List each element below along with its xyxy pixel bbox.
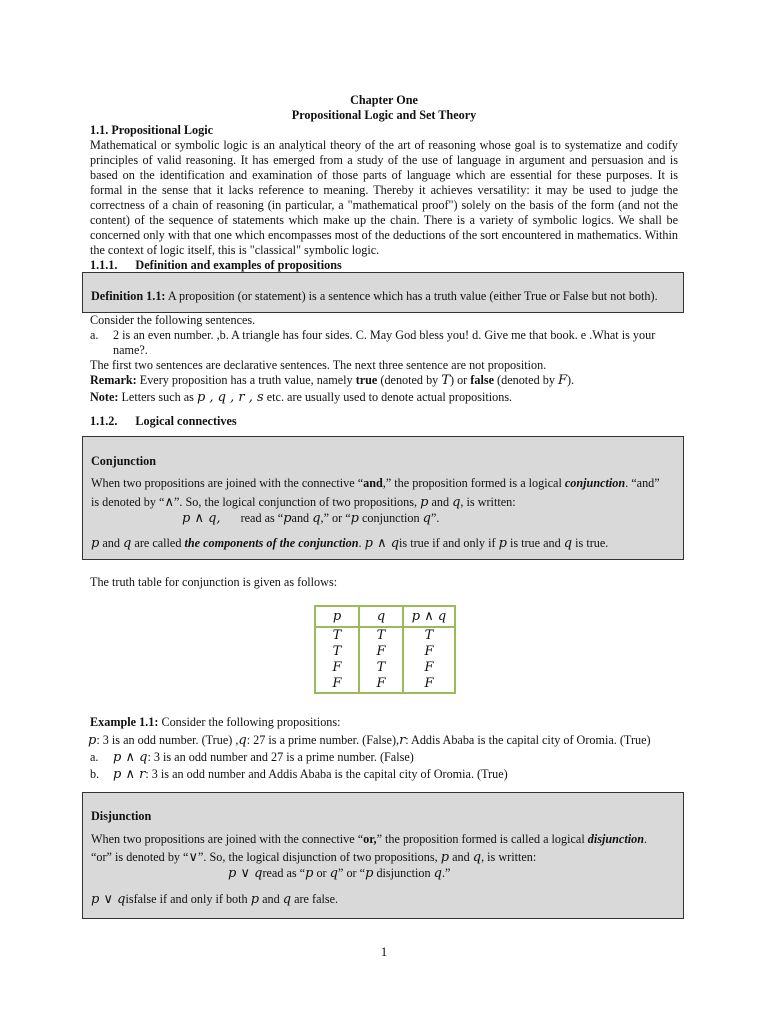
text: and bbox=[259, 892, 283, 906]
and-symbol: ∧ bbox=[164, 495, 174, 510]
text: and bbox=[449, 850, 473, 864]
var-p: p bbox=[420, 495, 429, 510]
text: read as “ bbox=[240, 511, 284, 525]
text: : 3 is an odd number and Addis Ababa is the capital city of Oromia. (True) bbox=[145, 767, 508, 781]
text: : Addis Ababa is the capital city of Oromia. (True) bbox=[405, 733, 651, 747]
section-title: Logical connectives bbox=[135, 414, 237, 428]
disjunction-line-4 bbox=[91, 892, 677, 907]
definition-text bbox=[91, 289, 677, 304]
text: . bbox=[643, 832, 648, 846]
example-item-a bbox=[90, 750, 678, 765]
var-p: p bbox=[365, 866, 374, 881]
disjunction-heading: Disjunction bbox=[91, 809, 152, 823]
disjunction-word: disjunction bbox=[587, 832, 644, 846]
text: When two propositions are joined with the connective “ bbox=[91, 476, 364, 490]
text: ”. bbox=[430, 511, 440, 525]
text: : 3 is an odd number and 27 is a prime number. (False) bbox=[147, 750, 414, 764]
text: , is written: bbox=[460, 495, 516, 509]
conjunction-word: conjunction bbox=[564, 476, 626, 490]
or-word: or, bbox=[363, 832, 377, 846]
section-heading-1-1: 1.1. Propositional Logic bbox=[90, 123, 214, 137]
remark-text: (denoted by bbox=[377, 373, 442, 387]
section-number: 1.1.1. bbox=[90, 258, 118, 272]
example-propositions bbox=[88, 733, 688, 748]
text: isfalse if and only if both bbox=[125, 892, 251, 906]
var-q: q bbox=[472, 850, 482, 865]
var-q: q bbox=[433, 866, 442, 881]
example-text: Consider the following propositions: bbox=[158, 715, 341, 729]
table-cell: F bbox=[359, 676, 403, 693]
var-q: q bbox=[238, 733, 247, 748]
var-p: p bbox=[91, 536, 100, 551]
disjunction-formula: p ∨ q bbox=[91, 892, 126, 907]
text: ”. So, the logical disjunction of two propositions, bbox=[197, 850, 441, 864]
text: , is written: bbox=[481, 850, 537, 864]
column-header: q bbox=[359, 606, 403, 627]
text: and bbox=[99, 536, 124, 550]
truth-table-intro: The truth table for conjunction is given as follows: bbox=[90, 575, 338, 589]
declarative-note: The first two sentences are declarative sentences. The next three sentence are not proposition. bbox=[90, 358, 547, 372]
conjunction-formula: p ∧ q, bbox=[182, 511, 221, 526]
text: is true if and only if bbox=[399, 536, 499, 550]
definition-box bbox=[82, 272, 684, 313]
text: read as “ bbox=[262, 866, 306, 880]
text: ”. So, the logical conjunction of two propositions, bbox=[173, 495, 421, 509]
proposition-letters: p , q , r , s bbox=[196, 390, 264, 405]
disjunction-box bbox=[82, 792, 684, 919]
remark-text: ). bbox=[567, 373, 575, 387]
list-marker: a. bbox=[90, 750, 99, 764]
table-cell: F bbox=[403, 660, 455, 676]
text: ” the proposition formed is called a logical bbox=[376, 832, 588, 846]
text: is true. bbox=[572, 536, 609, 550]
var-p: p bbox=[305, 866, 314, 881]
disjunction-line-2 bbox=[91, 850, 677, 865]
true-word: true bbox=[355, 373, 378, 387]
var-q: q bbox=[452, 495, 461, 510]
table-cell: T bbox=[315, 627, 359, 644]
var-p: p bbox=[350, 511, 359, 526]
conjunction-line-2 bbox=[91, 495, 677, 510]
note-text: etc. are usually used to denote actual propositions. bbox=[263, 390, 513, 404]
table-cell: T bbox=[403, 627, 455, 644]
disjunction-formula-line bbox=[228, 866, 768, 881]
note-label: Note: bbox=[90, 390, 119, 404]
example-item-b bbox=[90, 767, 678, 782]
var-q: q bbox=[123, 536, 132, 551]
p-and-q: p ∧ q bbox=[364, 536, 400, 551]
text: and bbox=[428, 495, 453, 509]
list-marker: b. bbox=[90, 767, 100, 781]
var-q: q bbox=[312, 511, 321, 526]
text: conjunction bbox=[358, 511, 423, 525]
remark-label: Remark: bbox=[90, 373, 137, 387]
table-cell: T bbox=[359, 660, 403, 676]
column-header: p bbox=[315, 606, 359, 627]
note-line bbox=[90, 390, 678, 405]
consider-text: Consider the following sentences. bbox=[90, 313, 256, 327]
example-heading bbox=[90, 715, 678, 730]
table-row bbox=[315, 660, 455, 676]
text: . bbox=[358, 536, 365, 550]
var-q: q bbox=[329, 866, 338, 881]
remark-text: (denoted by bbox=[494, 373, 558, 387]
text: or bbox=[313, 866, 330, 880]
text: disjunction bbox=[373, 866, 434, 880]
table-cell: T bbox=[315, 644, 359, 660]
list-marker: a. bbox=[90, 328, 99, 342]
conjunction-box bbox=[82, 436, 684, 560]
table-cell: F bbox=[315, 660, 359, 676]
table-cell: F bbox=[403, 676, 455, 693]
disjunction-line-1 bbox=[91, 832, 677, 847]
example-label: Example 1.1: bbox=[90, 715, 159, 729]
var-q: q bbox=[422, 511, 431, 526]
intro-paragraph: Mathematical or symbolic logic is an analytical theory of the art of reasoning whose goal is to systematize and codify principles of valid reasoning. It has emerged from a study of the use of language in argument and persuasion and is based on the identification and examination of those parts of language which are essential for these purposes. It is formal in the sense that it lacks reference to meaning. Thereby it achieves versatility: it may be used to judge the correctness of a chain of reasoning (in particular, a "mathematical proof") solely on the basis of the form (and not the content) of the sequence of statements which make up the chain. There is a variety of symbolic logics. We shall be concerned only with that one which encompasses most of the deductions of the sort encountered in mathematics. Within the context of logic itself, this is "classical" symbolic logic. bbox=[90, 138, 678, 257]
var-p: p bbox=[250, 892, 260, 907]
formula: p ∧ r bbox=[113, 767, 146, 782]
components-phrase: the components of the conjunction bbox=[184, 536, 359, 550]
definition-body: A proposition (or statement) is a sentence which has a truth value (either True or False but not both). bbox=[165, 289, 658, 303]
section-heading-1-1-2 bbox=[90, 414, 678, 429]
section-number: 1.1.2. bbox=[90, 414, 118, 428]
table-cell: T bbox=[359, 627, 403, 644]
var-p: p bbox=[498, 536, 507, 551]
var-r: r bbox=[399, 733, 406, 748]
page-title: Propositional Logic and Set Theory bbox=[291, 108, 477, 122]
text: are called bbox=[131, 536, 185, 550]
text: : 3 is an odd number. (True) , bbox=[96, 733, 239, 747]
conjunction-formula-line bbox=[182, 511, 768, 526]
table-row bbox=[315, 676, 455, 693]
sentences-text: 2 is an even number. ,b. A triangle has four sides. C. May God bless you! d. Give me that book. e .What is your name?. bbox=[113, 328, 656, 357]
table-cell: F bbox=[403, 644, 455, 660]
remark-line bbox=[90, 373, 678, 388]
table-cell: F bbox=[315, 676, 359, 693]
and-word: and bbox=[363, 476, 383, 490]
text: are false. bbox=[291, 892, 339, 906]
text: and bbox=[291, 511, 313, 525]
false-word: false bbox=[470, 373, 494, 387]
conjunction-line-4 bbox=[91, 536, 677, 551]
var-p: p bbox=[88, 733, 97, 748]
text: When two propositions are joined with the connective “ bbox=[91, 832, 364, 846]
or-symbol: ∨ bbox=[188, 850, 198, 865]
remark-text: Every proposition has a truth value, namely bbox=[136, 373, 356, 387]
conjunction-heading: Conjunction bbox=[91, 454, 157, 468]
symbol-F: F bbox=[557, 373, 567, 388]
text: “or” is denoted by “ bbox=[91, 850, 189, 864]
var-p: p bbox=[283, 511, 292, 526]
text: ,” the proposition formed is a logical bbox=[382, 476, 565, 490]
sentences-list-item bbox=[90, 328, 678, 358]
section-heading-1-1-1 bbox=[90, 258, 678, 273]
truth-table bbox=[314, 605, 456, 694]
table-header-row bbox=[315, 606, 455, 627]
column-header: p ∧ q bbox=[403, 606, 455, 627]
text: ” or “ bbox=[337, 866, 366, 880]
text: . “and” bbox=[625, 476, 660, 490]
remark-text: ) or bbox=[449, 373, 471, 387]
conjunction-line-1 bbox=[91, 476, 677, 491]
section-title: Definition and examples of propositions bbox=[135, 258, 342, 272]
text: is true and bbox=[506, 536, 564, 550]
table-cell: F bbox=[359, 644, 403, 660]
var-q: q bbox=[282, 892, 292, 907]
text: .” bbox=[441, 866, 451, 880]
var-p: p bbox=[440, 850, 450, 865]
var-q: q bbox=[563, 536, 573, 551]
note-text: Letters such as bbox=[118, 390, 197, 404]
symbol-T: T bbox=[441, 373, 450, 388]
text: ,” or “ bbox=[320, 511, 351, 525]
disjunction-formula: p ∨ q bbox=[228, 866, 263, 881]
text: is denoted by “ bbox=[91, 495, 165, 509]
definition-label: Definition 1.1: bbox=[91, 289, 166, 303]
table-row bbox=[315, 627, 455, 644]
formula: p ∧ q bbox=[113, 750, 148, 765]
text: : 27 is a prime number. (False), bbox=[246, 733, 400, 747]
page-number: 1 bbox=[380, 944, 388, 959]
chapter-label: Chapter One bbox=[350, 93, 418, 107]
table-row bbox=[315, 644, 455, 660]
